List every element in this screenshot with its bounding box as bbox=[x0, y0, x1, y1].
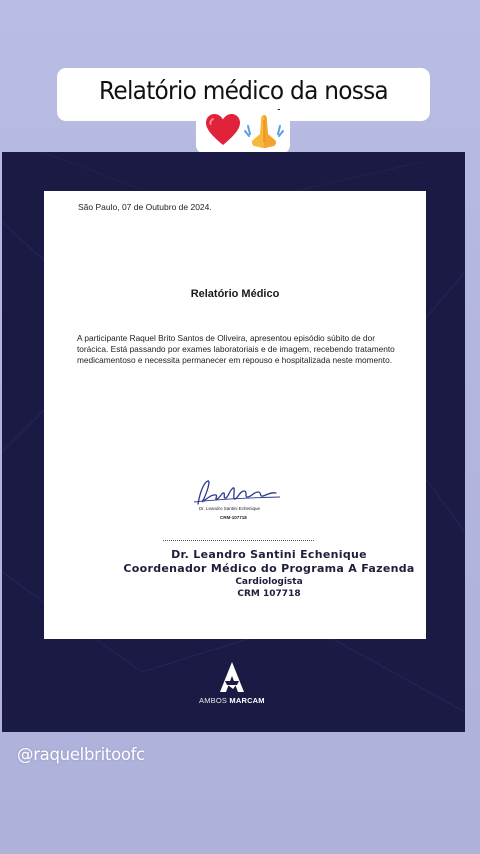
signature-stamp-crm: CRM-107718 bbox=[220, 515, 247, 520]
heart-emoji-icon bbox=[205, 113, 241, 147]
signer-role: Coordenador Médico do Programa A Fazenda bbox=[123, 562, 415, 575]
signer-crm: CRM 107718 bbox=[237, 589, 301, 599]
report-title: Relatório Médico bbox=[190, 288, 280, 300]
ambos-marcam-logo-text: AMBOS MARCAM bbox=[199, 696, 265, 705]
folded-hands-emoji-icon bbox=[243, 112, 285, 150]
report-date: São Paulo, 07 de Outubro de 2024. bbox=[78, 202, 212, 212]
report-body: A participante Raquel Brito Santos de Oliveira, apresentou episódio súbito de dor torácica. Está passando por exames laboratoriais e de imagem, recebendo tratamento medicamentoso e necessita permanecer em repouso e hospitalizada neste momento. bbox=[77, 333, 395, 365]
handwritten-signature bbox=[192, 478, 284, 508]
signature-stamp-name: Dr. Leandro Santini Echenique bbox=[199, 506, 261, 511]
instagram-handle[interactable]: @raquelbritoofc bbox=[17, 745, 145, 764]
signer-name: Dr. Leandro Santini Echenique bbox=[171, 548, 367, 561]
signer-specialty: Cardiologista bbox=[235, 577, 303, 587]
story-caption-text: Relatório médico da nossa bbox=[99, 76, 388, 105]
signer-block bbox=[44, 548, 480, 600]
signature-line bbox=[163, 540, 314, 541]
ambos-marcam-logo-icon bbox=[219, 661, 245, 693]
